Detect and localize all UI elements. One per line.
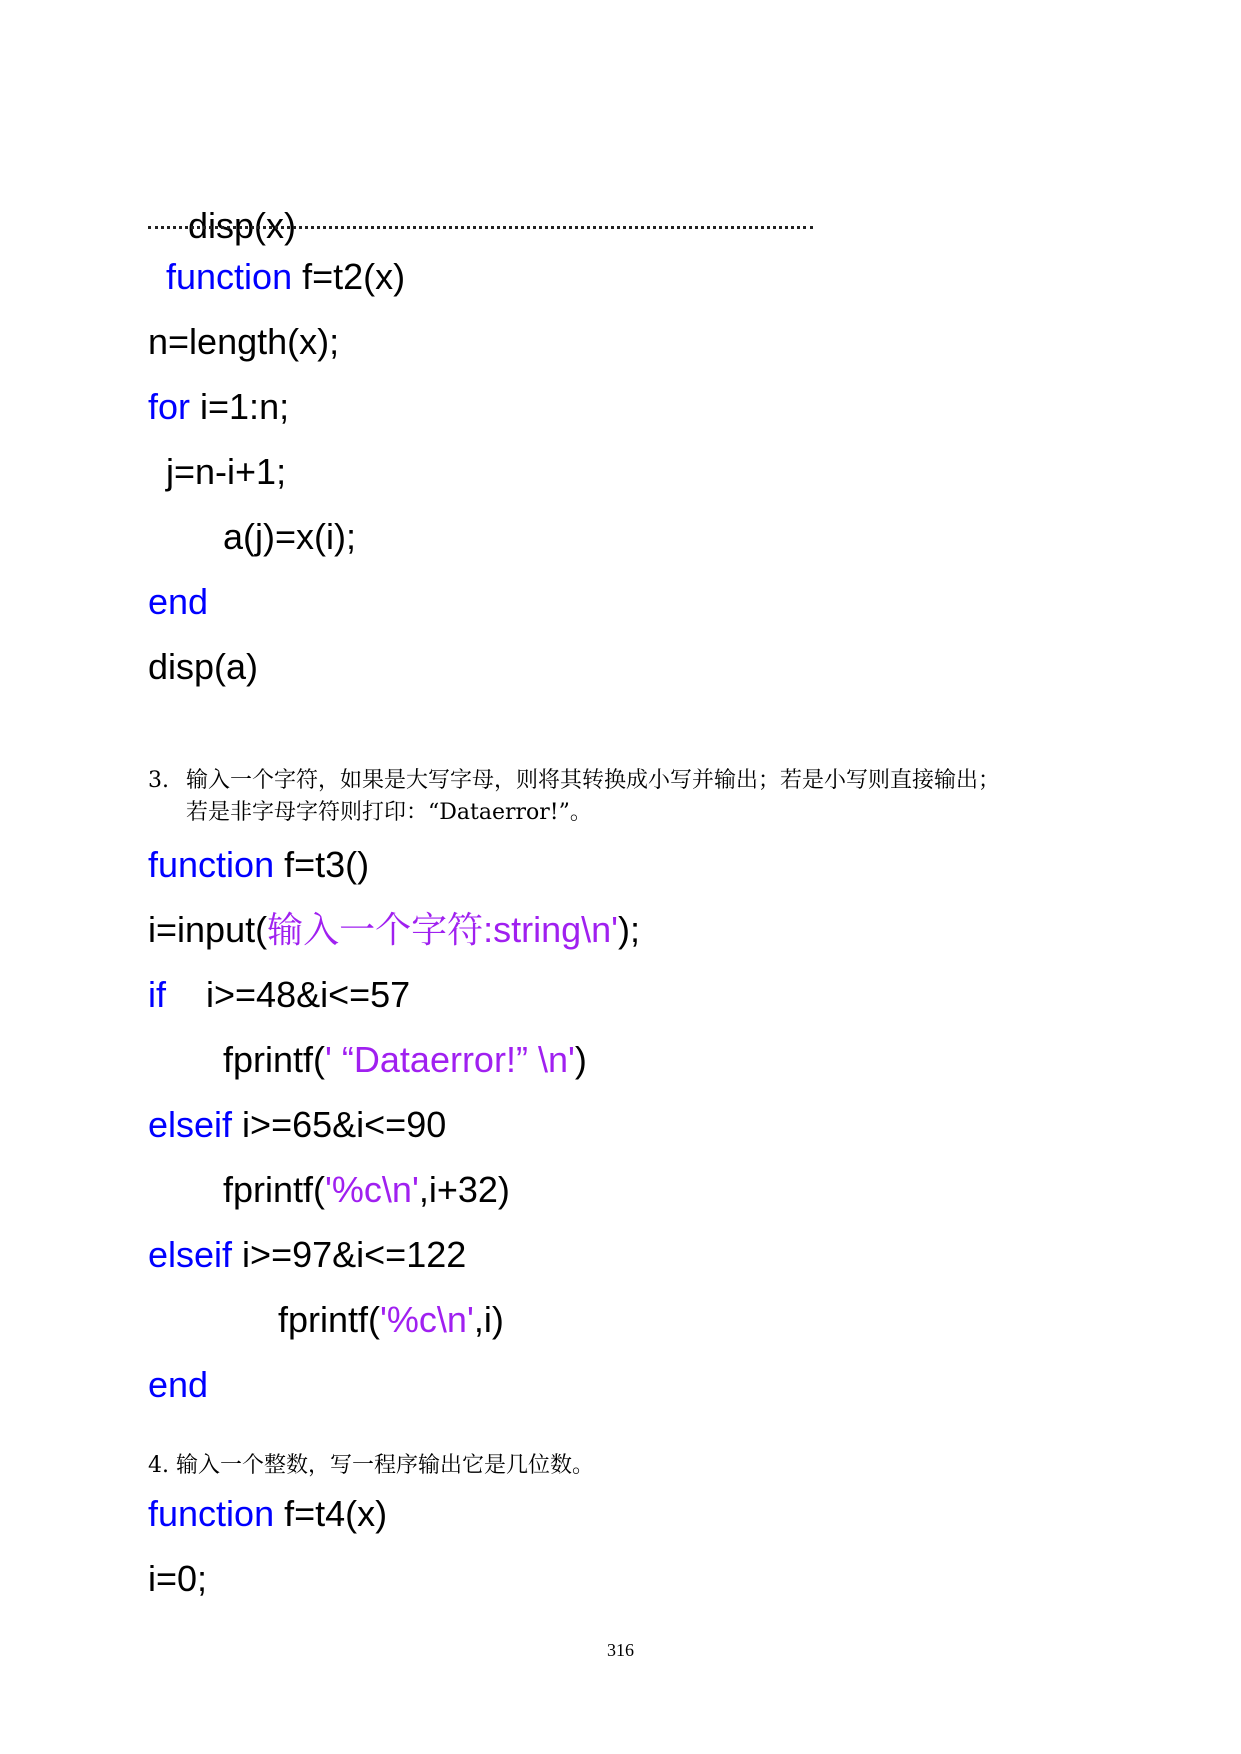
code-line [148, 1492, 387, 1536]
string-literal: '%c\n' [380, 1299, 474, 1340]
problem-text-line: 输入一个字符，如果是大写字母，则将其转换成小写并输出；若是小写则直接输出； [186, 768, 1001, 793]
code-text: i>=48&i<=57 [166, 974, 411, 1015]
code-text: i=1:n; [190, 386, 290, 427]
code-text: fprintf( [278, 1299, 381, 1340]
code-line [223, 1168, 510, 1212]
code-text: f=t2(x) [292, 256, 406, 297]
code-line [148, 385, 289, 429]
code-line [166, 255, 405, 299]
problem-text-line: 若是非字母字符则打印：“Dataerror!”。 [186, 800, 592, 825]
code-line [148, 973, 410, 1017]
keyword: if [148, 974, 166, 1015]
code-line [223, 1038, 587, 1082]
problem-text-line: 4. 输入一个整数，写一程序输出它是几位数。 [148, 1453, 594, 1478]
keyword: function [148, 1493, 275, 1534]
string-literal: '%c\n' [325, 1169, 419, 1210]
code-line [148, 320, 339, 364]
keyword: elseif [148, 1234, 233, 1275]
code-text: ); [618, 909, 641, 950]
string-literal: 输入一个字符:string\n' [267, 909, 619, 950]
code-text: f=t4(x) [274, 1493, 388, 1534]
code-text: j=n-i+1; [166, 451, 287, 492]
code-text: ,i+32) [418, 1169, 510, 1210]
code-text: i>=97&i<=122 [232, 1234, 467, 1275]
code-text: fprintf( [223, 1039, 326, 1080]
dotted-separator [148, 222, 813, 229]
code-text: i=0; [148, 1558, 208, 1599]
code-text: fprintf( [223, 1169, 326, 1210]
code-text: disp(a) [148, 646, 259, 687]
code-text: n=length(x); [148, 321, 340, 362]
string-literal: ' “Dataerror!” \n' [325, 1039, 575, 1080]
code-line [148, 1557, 207, 1601]
code-text: f=t3() [274, 844, 370, 885]
keyword: for [148, 386, 191, 427]
keyword: function [166, 256, 293, 297]
code-line [148, 580, 208, 624]
code-text: i=input( [148, 909, 268, 950]
code-text: ,i) [473, 1299, 504, 1340]
code-line [166, 450, 286, 494]
keyword: end [148, 1364, 209, 1405]
code-text: disp(x) [188, 205, 297, 246]
keyword: elseif [148, 1104, 233, 1145]
code-line [148, 1103, 446, 1147]
code-text: i>=65&i<=90 [232, 1104, 447, 1145]
problem-number: 3. [148, 768, 169, 793]
code-line [223, 515, 356, 559]
page-number: 316 [607, 1640, 634, 1660]
code-text: ) [574, 1039, 587, 1080]
code-line [278, 1298, 504, 1342]
code-line [148, 843, 369, 887]
code-text: a(j)=x(i); [223, 516, 356, 557]
code-line [148, 908, 640, 952]
keyword: function [148, 844, 275, 885]
keyword: end [148, 581, 209, 622]
code-line [148, 1233, 466, 1277]
code-line [148, 645, 258, 689]
code-line [148, 1363, 208, 1407]
